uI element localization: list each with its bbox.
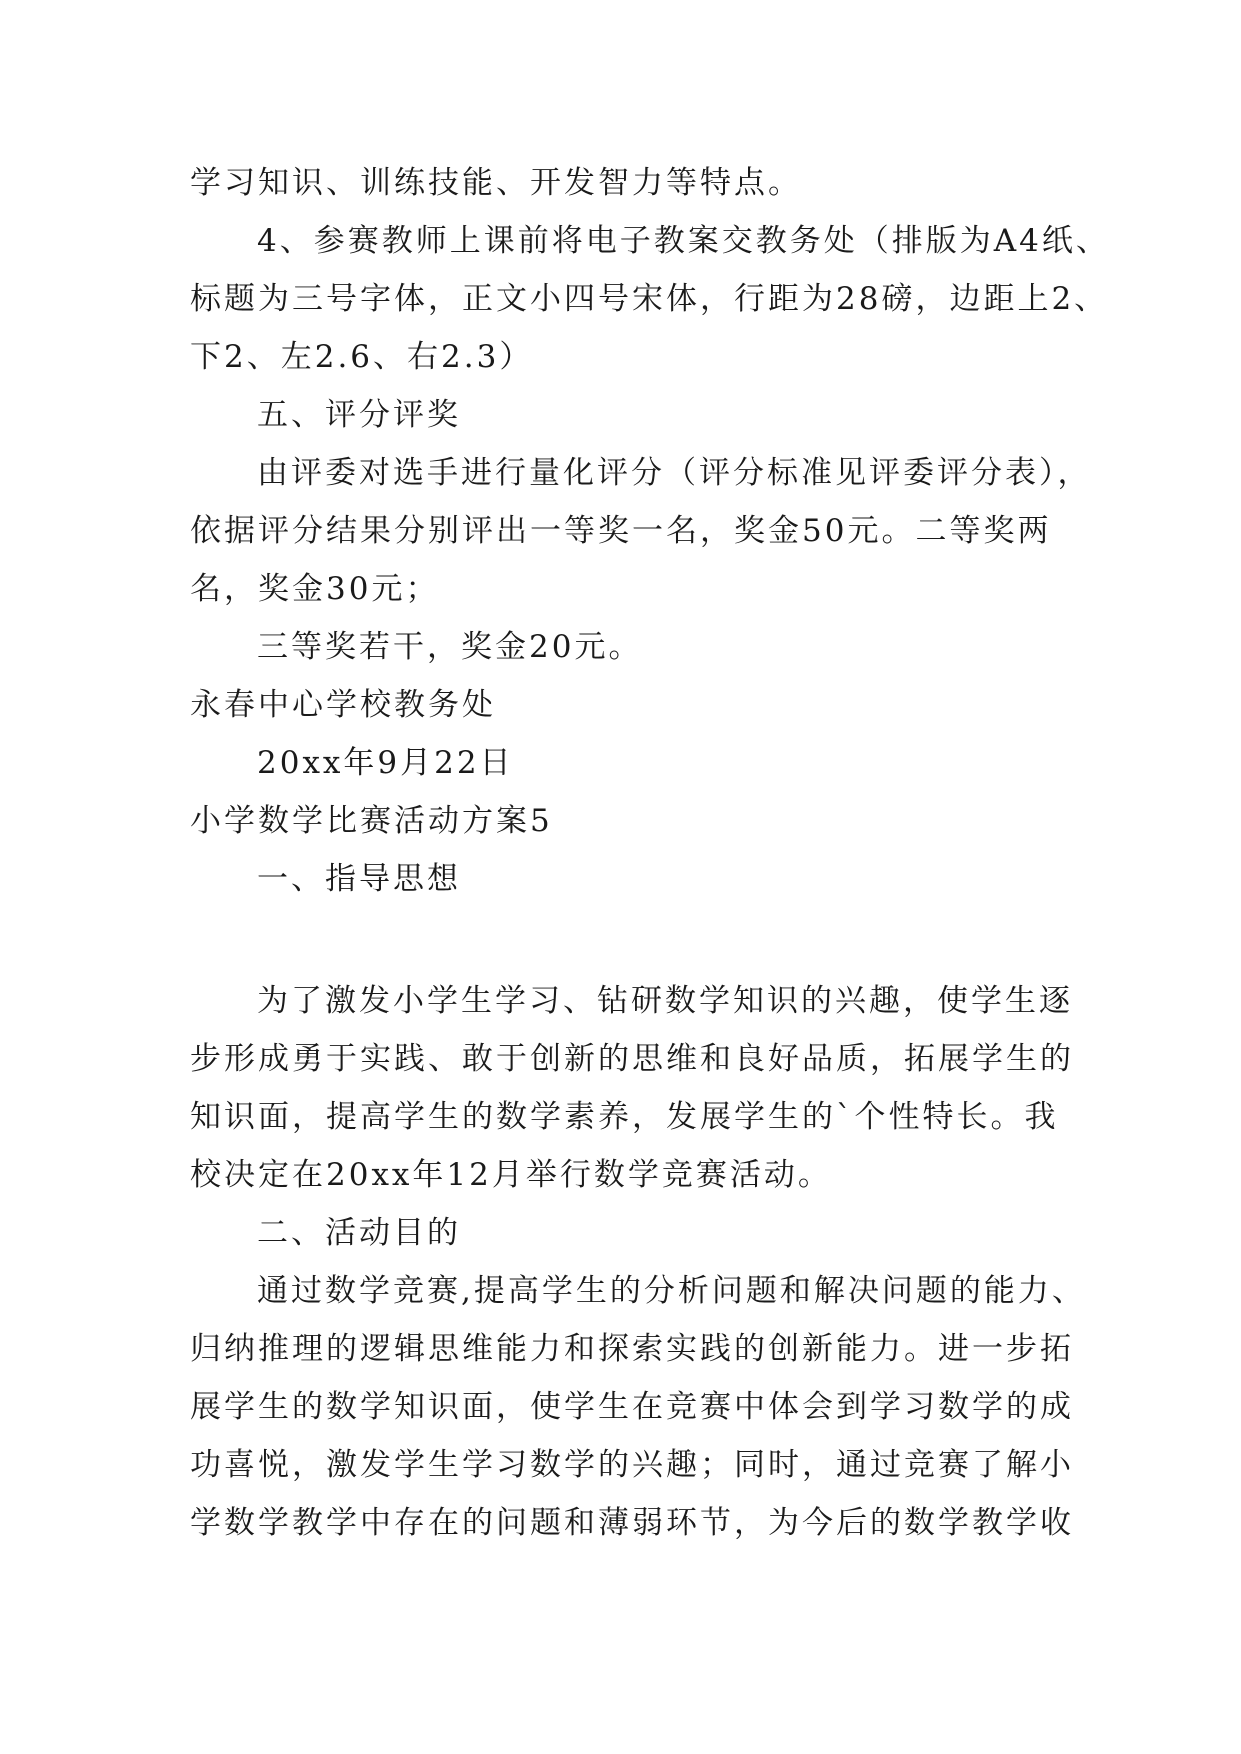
paragraph-line: 校决定在20xx年12月举行数学竞赛活动。 <box>190 1157 832 1193</box>
section-heading: 一、指导思想 <box>257 861 461 897</box>
paragraph-line: 步形成勇于实践、敢于创新的思维和良好品质，拓展学生的 <box>190 1041 1074 1077</box>
paragraph-line: 4、参赛教师上课前将电子教案交教务处（排版为A4纸、 <box>257 223 1110 259</box>
paragraph-line: 功喜悦，激发学生学习数学的兴趣；同时，通过竞赛了解小 <box>190 1447 1074 1483</box>
section-heading: 五、评分评奖 <box>257 397 461 433</box>
document-title: 小学数学比赛活动方案5 <box>190 803 553 839</box>
signature-organization: 永春中心学校教务处 <box>190 687 496 723</box>
paragraph-line: 学习知识、训练技能、开发智力等特点。 <box>190 165 802 201</box>
paragraph-line: 通过数学竞赛,提高学生的分析问题和解决问题的能力、 <box>257 1273 1086 1309</box>
paragraph-line: 归纳推理的逻辑思维能力和探索实践的创新能力。进一步拓 <box>190 1331 1074 1367</box>
paragraph-line: 名，奖金30元； <box>190 571 440 607</box>
paragraph-line: 标题为三号字体，正文小四号宋体，行距为28磅，边距上2、 <box>190 281 1109 317</box>
paragraph-line: 为了激发小学生学习、钻研数学知识的兴趣，使学生逐 <box>257 983 1073 1019</box>
paragraph-line: 三等奖若干，奖金20元。 <box>257 629 643 665</box>
paragraph-line: 由评委对选手进行量化评分（评分标准见评委评分表）， <box>257 455 1092 491</box>
signature-date: 20xx年9月22日 <box>257 745 514 781</box>
paragraph-line: 学数学教学中存在的问题和薄弱环节，为今后的数学教学收 <box>190 1505 1074 1541</box>
paragraph-line: 依据评分结果分别评出一等奖一名，奖金50元。二等奖两 <box>190 513 1052 549</box>
paragraph-line: 下2、左2.6、右2.3） <box>190 339 534 375</box>
section-heading: 二、活动目的 <box>257 1215 461 1251</box>
paragraph-line: 展学生的数学知识面，使学生在竞赛中体会到学习数学的成 <box>190 1389 1074 1425</box>
paragraph-line: 知识面，提高学生的数学素养，发展学生的`个性特长。我 <box>190 1099 1059 1135</box>
